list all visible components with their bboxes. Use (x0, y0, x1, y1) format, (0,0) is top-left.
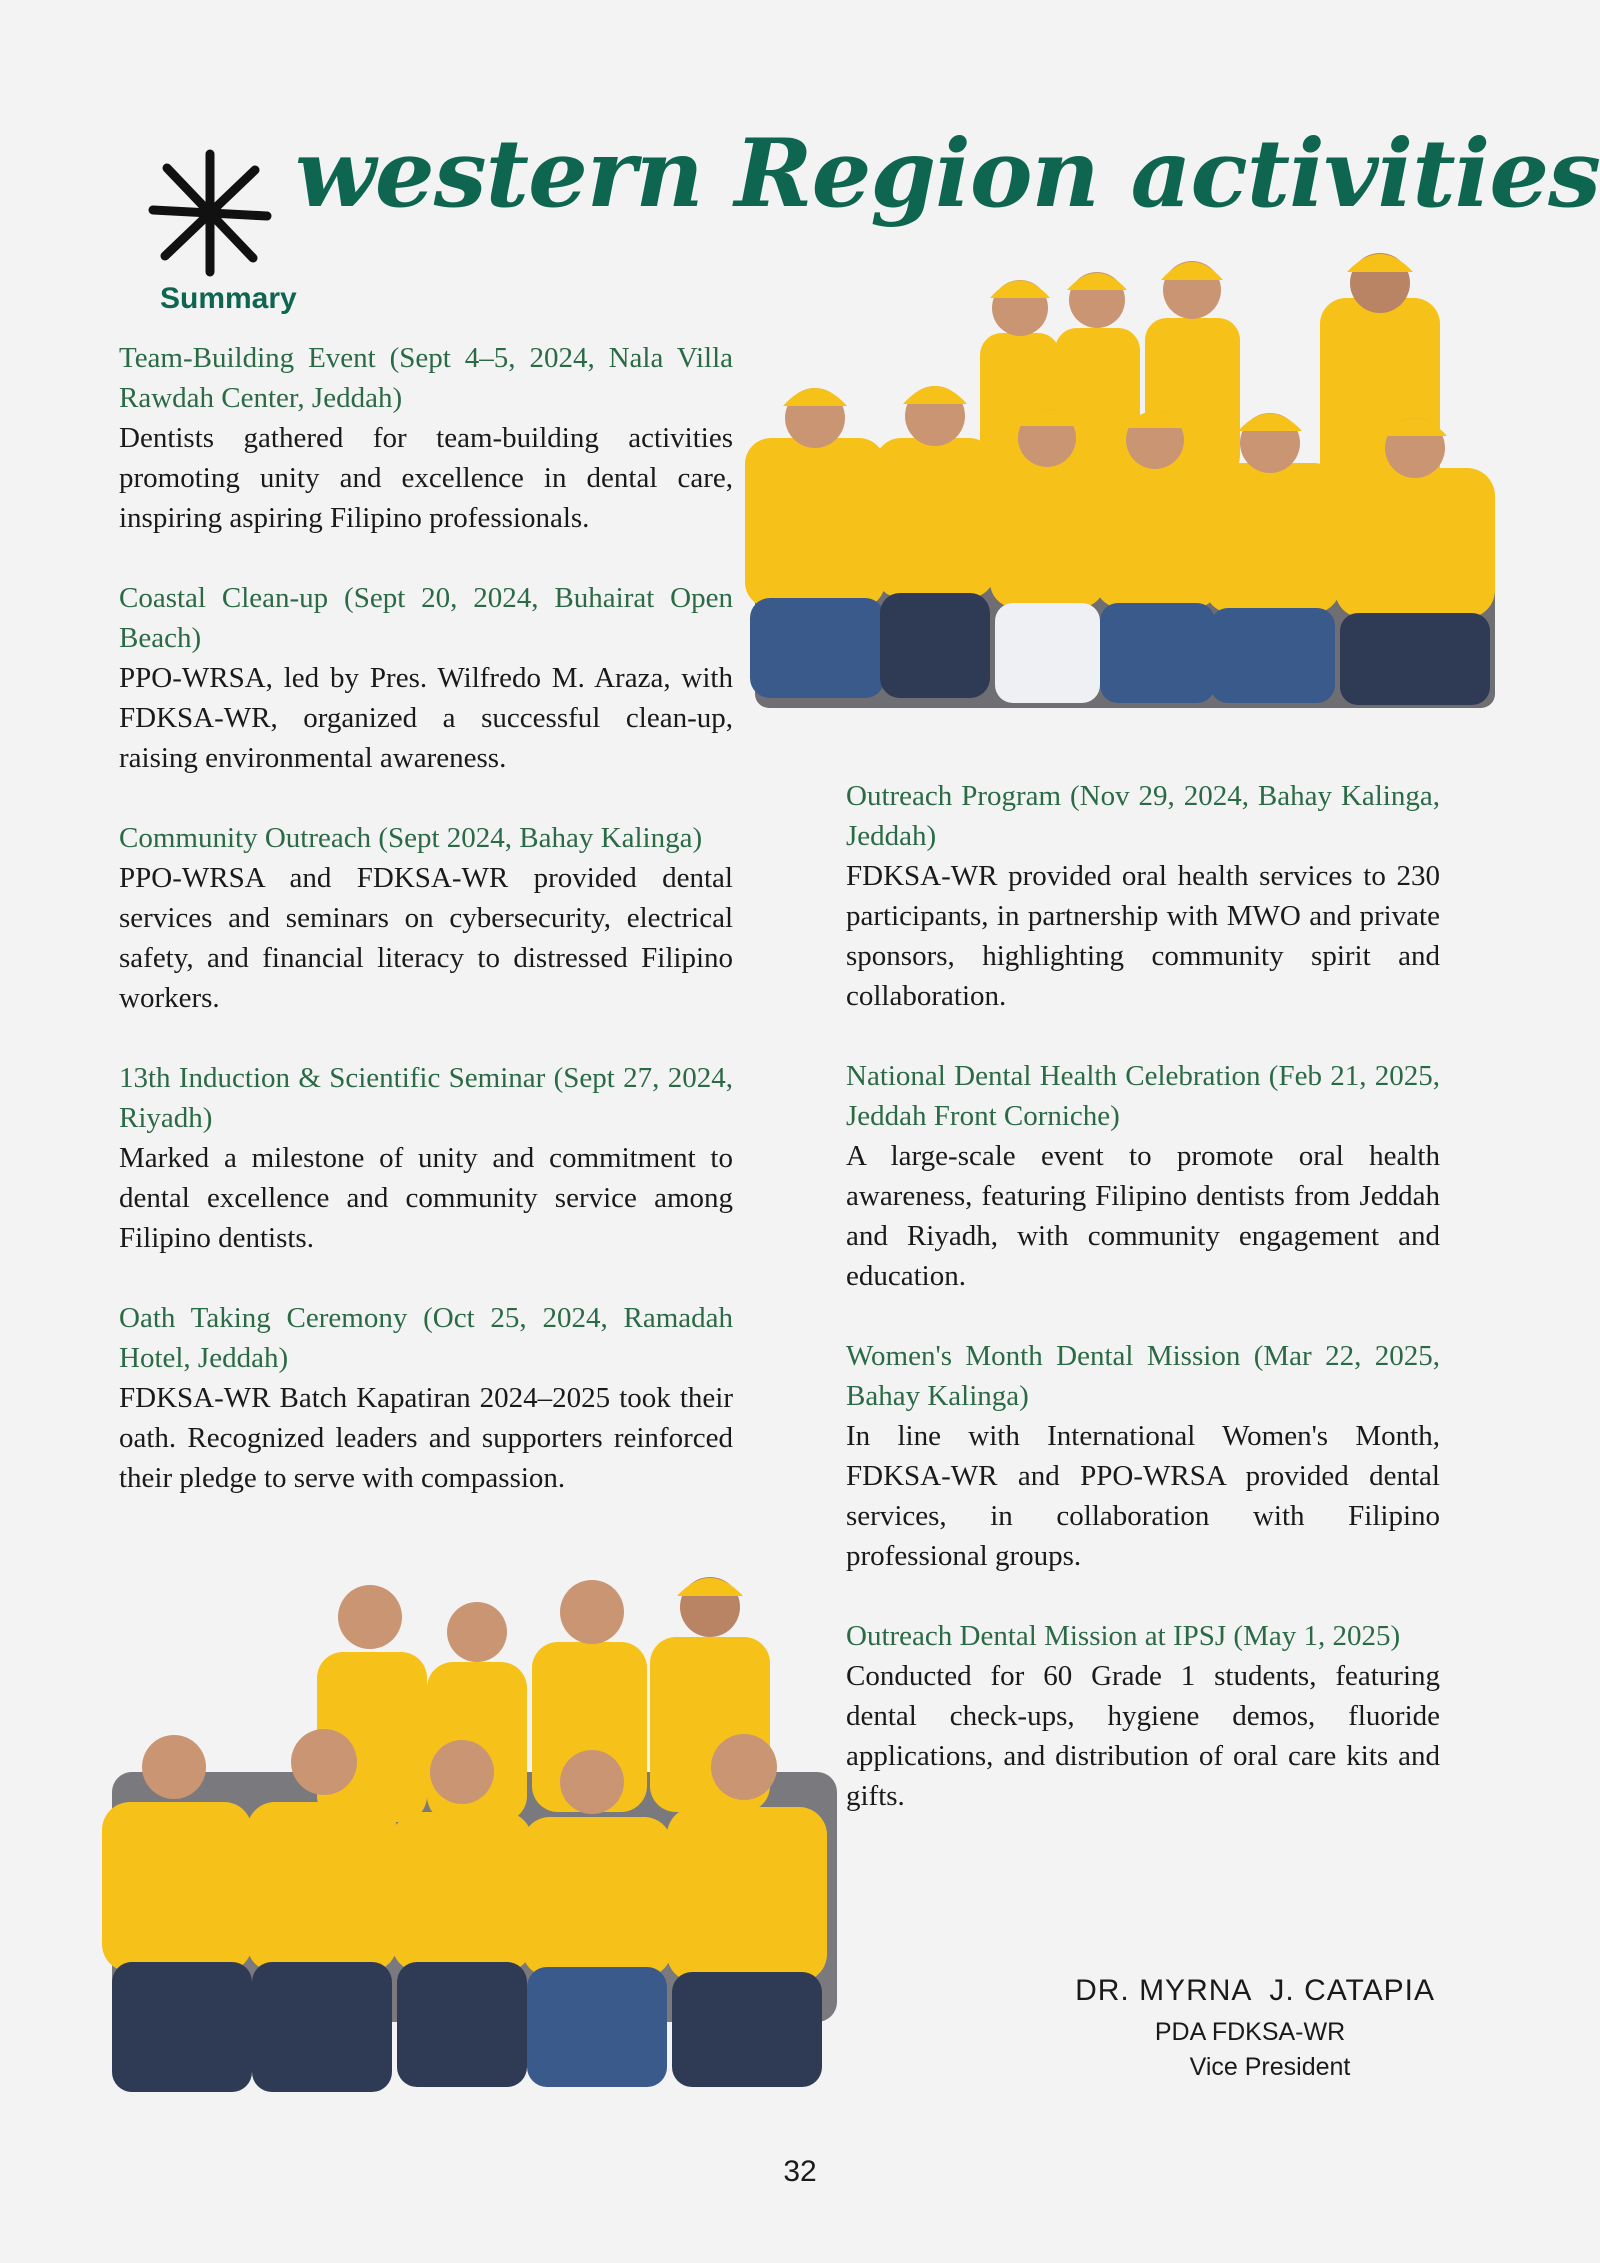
entry-heading: Community Outreach (Sept 2024, Bahay Kalinga) (119, 822, 703, 854)
page-title: western Region activities (295, 119, 1600, 229)
left-column (119, 338, 733, 1538)
signature-organization: PDA FDKSA-WR (1154, 2018, 1346, 2046)
entry-body: Dentists gathered for team-building activities promoting unity and excellence in dental care, inspiring aspiring Filipino professionals. (119, 422, 733, 534)
activity-entry (119, 1058, 733, 1258)
entry-body: Conducted for 60 Grade 1 students, featuring dental check-ups, hygiene demos, fluoride applications, and distribution of oral care kits and gifts. (846, 1660, 1440, 1812)
page-number: 32 (783, 2155, 817, 2188)
entry-body: PPO-WRSA and FDKSA-WR provided dental services and seminars on cybersecurity, electrical safety, and financial literacy to distressed Filipino workers. (119, 862, 733, 1014)
entry-body: PPO-WRSA, led by Pres. Wilfredo M. Araza, with FDKSA-WR, organized a successful clean-up, raising environmental awareness. (119, 662, 733, 774)
activity-entry (119, 1298, 733, 1498)
entry-body: In line with International Women's Month, FDKSA-WR and PPO-WRSA provided dental services, in collaboration with Filipino professional groups. (846, 1420, 1440, 1572)
entry-heading: Team-Building Event (Sept 4–5, 2024, Nala Villa Rawdah Center, Jeddah) (119, 342, 733, 414)
entry-heading: 13th Induction & Scientific Seminar (Sept 27, 2024, Riyadh) (119, 1062, 733, 1134)
signature-role: Vice President (1189, 2053, 1351, 2081)
asterisk-icon (145, 148, 275, 278)
entry-heading: Outreach Program (Nov 29, 2024, Bahay Kalinga, Jeddah) (846, 780, 1440, 852)
activity-entry (846, 1056, 1440, 1296)
entry-heading: Oath Taking Ceremony (Oct 25, 2024, Ramadah Hotel, Jeddah) (119, 1302, 733, 1374)
entry-body: FDKSA-WR provided oral health services to 230 participants, in partnership with MWO and private sponsors, highlighting community spirit and collaboration. (846, 860, 1440, 1012)
right-column (846, 776, 1440, 1856)
entry-heading: National Dental Health Celebration (Feb 21, 2025, Jeddah Front Corniche) (846, 1060, 1440, 1132)
entry-heading: Coastal Clean-up (Sept 20, 2024, Buhairat Open Beach) (119, 582, 733, 654)
entry-body: Marked a milestone of unity and commitment to dental excellence and community service among Filipino dentists. (119, 1142, 733, 1254)
activity-entry (846, 776, 1440, 1016)
activity-entry (119, 338, 733, 538)
signature-name: DR. MYRNA J. CATAPIA (1075, 1974, 1435, 2007)
activity-entry (846, 1616, 1440, 1816)
group-photo-bottom (102, 1562, 847, 2102)
activity-entry (119, 818, 733, 1018)
entry-body: A large-scale event to promote oral health awareness, featuring Filipino dentists from Jeddah and Riyadh, with community engagement and education. (846, 1140, 1440, 1292)
activity-entry (119, 578, 733, 778)
summary-label: Summary (160, 282, 297, 315)
entry-heading: Women's Month Dental Mission (Mar 22, 2025, Bahay Kalinga) (846, 1340, 1440, 1412)
group-photo-top (735, 238, 1505, 710)
entry-heading: Outreach Dental Mission at IPSJ (May 1, 2025) (846, 1620, 1401, 1652)
activity-entry (846, 1336, 1440, 1576)
entry-body: FDKSA-WR Batch Kapatiran 2024–2025 took their oath. Recognized leaders and supporters reinforced their pledge to serve with compassion. (119, 1382, 733, 1494)
